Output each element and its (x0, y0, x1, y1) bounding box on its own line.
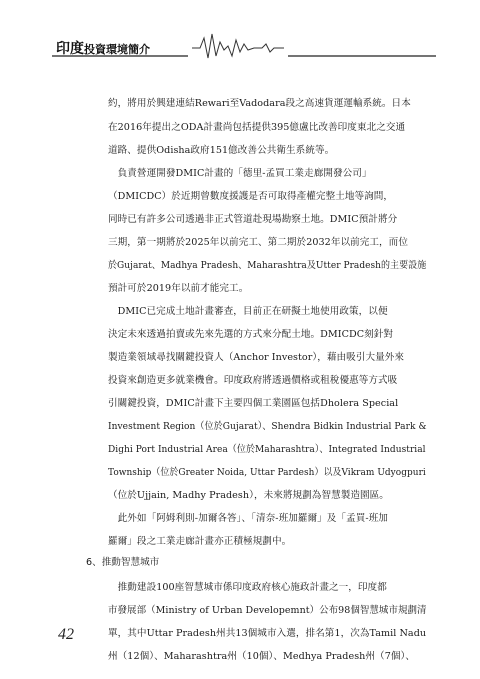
text-line: 負責營運開發DMIC計畫的「德里-孟買工業走廊開發公司」 (108, 168, 372, 179)
page-number: 42 (58, 626, 74, 643)
text-line: 推動建設100座智慧城市係印度政府核心施政計畫之一，印度都 (108, 582, 387, 593)
text-line: 投資來創造更多就業機會。印度政府將透過價格或租稅優惠等方式吸 (108, 375, 398, 386)
text-line: 決定未來透過拍賣或先來先選的方式來分配土地。DMICDC刻針對 (108, 329, 394, 340)
text-line: 此外如「阿姆利則-加爾各答」、「清奈-班加羅爾」及「孟買-班加 (108, 513, 388, 524)
text-line: 引關鍵投資，DMIC計畫下主要四個工業園區包括Dholera Special (108, 398, 399, 409)
text-line: Investment Region（位於Gujarat）、Shendra Bidkin Industrial Park & (108, 421, 427, 432)
text-line: 市發展部（Ministry of Urban Developemnt）公布98個智慧城市規劃清 (108, 605, 427, 616)
header-title-small: 投資環境簡介 (84, 43, 150, 56)
text-line: 州（12個）、Maharashtra州（10個）、Medhya Pradesh州（7個）、 (108, 651, 415, 662)
text-line: 道路、提供Odisha政府151億改善公共衛生系統等。 (108, 145, 335, 156)
text-line: 同時已有許多公司透過非正式管道赴現場勘察土地。DMIC預計將分 (108, 214, 398, 225)
header-decoration (0, 0, 480, 70)
text-line: Township（位於Greater Noida, Uttar Pardesh）以及Vikram Udyogpuri (108, 467, 426, 478)
header-title (56, 38, 150, 58)
text-line: 羅爾」段之工業走廊計畫亦正積極規劃中。 (108, 536, 292, 547)
text-line: 製造業領域尋找關鍵投資人（Anchor Investor），藉由吸引大量外來 (108, 352, 405, 363)
section-heading: 6、推動智慧城市 (86, 557, 160, 568)
text-line: 於Gujarat、Madhya Pradesh、Maharashtra及Utter Pradesh的主要設施 (108, 260, 427, 271)
text-line: Dighi Port Industrial Area（位於Maharashtra）、Integrated Industrial (108, 444, 426, 455)
text-line: 約，將用於興建連結Rewari至Vadodara段之高速貨運運輸系統。日本 (108, 98, 411, 109)
header-title-big: 印度 (56, 41, 84, 57)
text-line: 三期，第一期將於2025年以前完工、第二期於2032年以前完工，而位 (108, 237, 408, 248)
text-line: DMIC已完成土地計畫審查，目前正在研擬土地使用政策，以便 (108, 306, 388, 317)
text-line: （DMICDC）於近期曾數度援護是否可取得產權完整土地等詢問， (108, 191, 394, 202)
text-line: 在2016年提出之ODA計畫尚包括提供395億盧比改善印度東北之交通 (108, 122, 406, 133)
text-line: 單，其中Uttar Pradesh州共13個城市入選，排名第1，次為Tamil Nadu (108, 628, 427, 639)
running-header (0, 0, 480, 70)
text-line: （位於Ujjain, Madhy Pradesh），未來將規劃為智慧製造園區。 (108, 490, 389, 501)
text-line: 預計可於2019年以前才能完工。 (108, 283, 249, 294)
